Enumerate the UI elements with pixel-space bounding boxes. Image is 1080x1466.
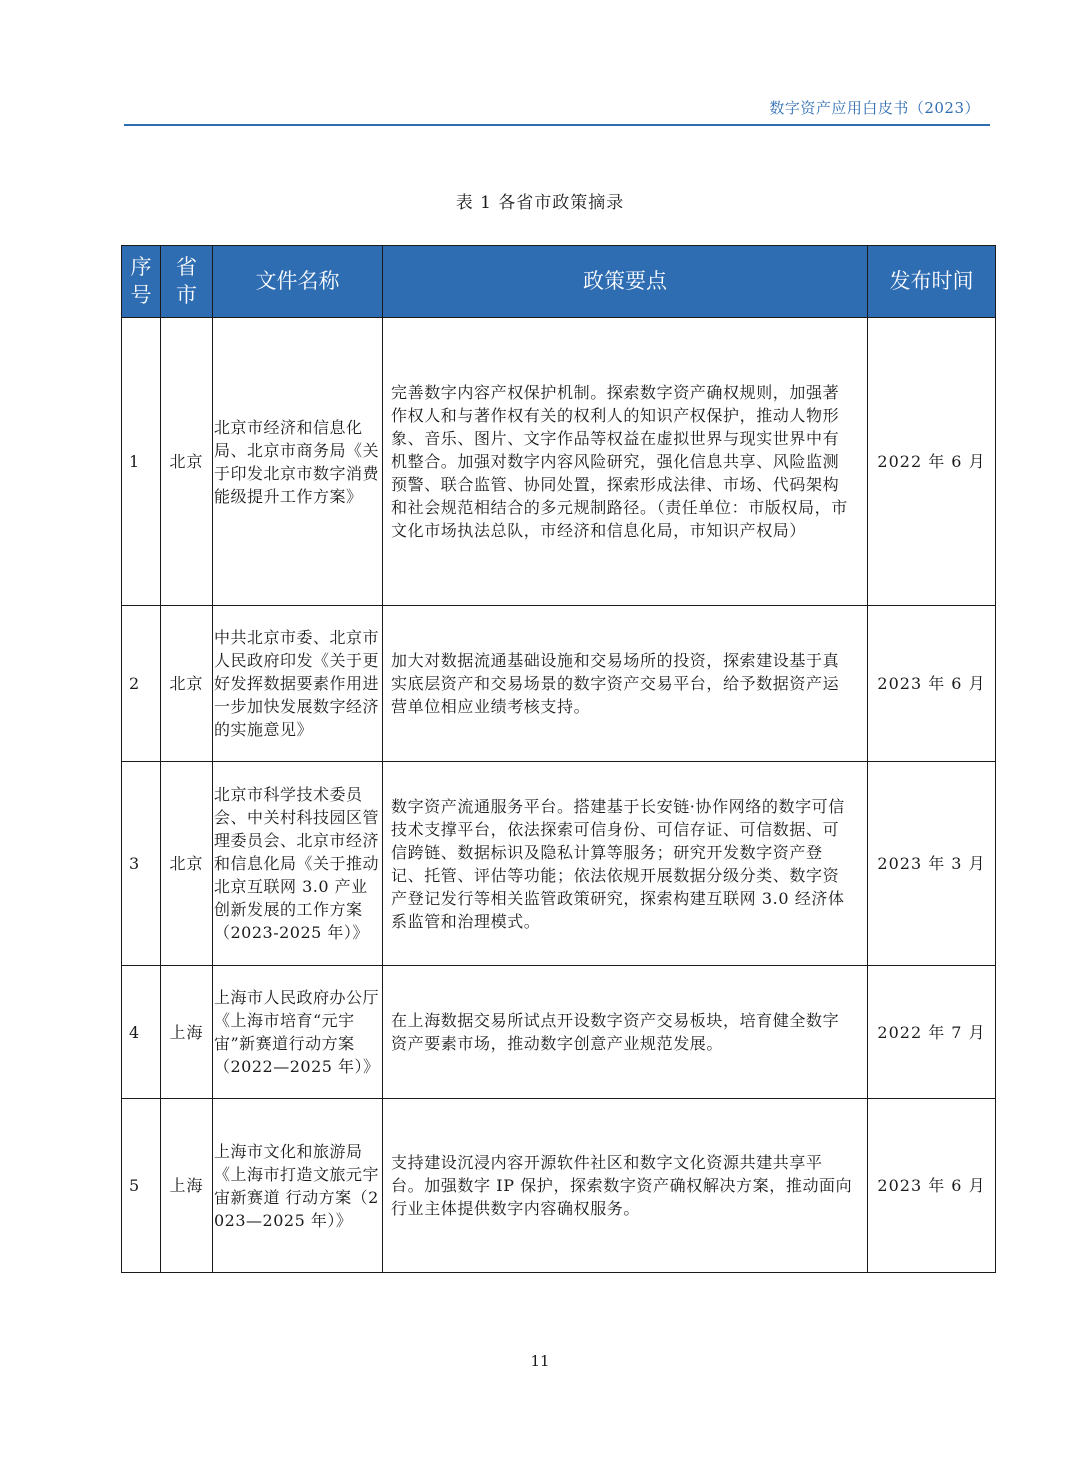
column-header-seq (122, 246, 161, 318)
cell-date: 2023 年 6 月 (868, 606, 996, 762)
column-header-key-points: 政策要点 (383, 246, 868, 318)
cell-province: 上海 (161, 966, 213, 1099)
table-row (122, 1099, 996, 1273)
table-header-row (122, 246, 996, 318)
cell-seq: 5 (122, 1099, 161, 1273)
cell-province: 北京 (161, 318, 213, 606)
cell-province: 北京 (161, 762, 213, 966)
column-header-doc-name: 文件名称 (213, 246, 383, 318)
cell-key-points: 完善数字内容产权保护机制。探索数字资产确权规则，加强著作权人和与著作权有关的权利人的知识产权保护，推动人物形象、音乐、图片、文字作品等权益在虚拟世界与现实世界中有机整合。加强对数字内容风险研究，强化信息共享、风险监测预警、联合监管、协同处置，探索形成法律、市场、代码架构和社会规范相结合的多元规制路径。（责任单位：市版权局，市文化市场执法总队，市经济和信息化局，市知识产权局） (383, 318, 868, 606)
table-caption: 表 1 各省市政策摘录 (455, 193, 625, 213)
cell-date: 2023 年 6 月 (868, 1099, 996, 1273)
cell-province: 北京 (161, 606, 213, 762)
cell-doc-name: 北京市经济和信息化局、北京市商务局《关于印发北京市数字消费能级提升工作方案》 (213, 318, 383, 606)
cell-key-points: 在上海数据交易所试点开设数字资产交易板块，培育健全数字资产要素市场，推动数字创意产业规范发展。 (383, 966, 868, 1099)
table-row (122, 966, 996, 1099)
table-row (122, 318, 996, 606)
cell-date: 2022 年 6 月 (868, 318, 996, 606)
policy-table (121, 245, 996, 1273)
cell-seq: 4 (122, 966, 161, 1099)
column-header-seq-label: 序号 (130, 255, 152, 307)
cell-seq: 3 (122, 762, 161, 966)
cell-key-points: 支持建设沉浸内容开源软件社区和数字文化资源共建共享平台。加强数字 IP 保护，探索数字资产确权解决方案，推动面向行业主体提供数字内容确权服务。 (383, 1099, 868, 1273)
cell-key-points: 数字资产流通服务平台。搭建基于长安链·协作网络的数字可信技术支撑平台，依法探索可信身份、可信存证、可信数据、可信跨链、数据标识及隐私计算等服务；研究开发数字资产登记、托管、评估等功能；依法依规开展数据分级分类、数字资产登记发行等相关监管政策研究，探索构建互联网 3.0 经济体系监管和治理模式。 (383, 762, 868, 966)
cell-date: 2022 年 7 月 (868, 966, 996, 1099)
table-row (122, 606, 996, 762)
running-header-title: 数字资产应用白皮书（2023） (769, 99, 980, 117)
cell-province: 上海 (161, 1099, 213, 1273)
column-header-province-label: 省市 (176, 255, 197, 307)
table-row (122, 762, 996, 966)
page-header (124, 94, 990, 126)
cell-date: 2023 年 3 月 (868, 762, 996, 966)
column-header-date: 发布时间 (868, 246, 996, 318)
cell-doc-name: 北京市科学技术委员会、中关村科技园区管理委员会、北京市经济和信息化局《关于推动北京互联网 3.0 产业创新发展的工作方案（2023-2025 年）》 (213, 762, 383, 966)
page-number: 11 (530, 1352, 550, 1370)
cell-key-points: 加大对数据流通基础设施和交易场所的投资，探索建设基于真实底层资产和交易场景的数字资产交易平台，给予数据资产运营单位相应业绩考核支持。 (383, 606, 868, 762)
cell-doc-name: 上海市文化和旅游局《上海市打造文旅元宇宙新赛道 行动方案（2023—2025 年）》 (213, 1099, 383, 1273)
cell-seq: 1 (122, 318, 161, 606)
cell-seq: 2 (122, 606, 161, 762)
column-header-province (161, 246, 213, 318)
cell-doc-name: 中共北京市委、北京市人民政府印发《关于更好发挥数据要素作用进一步加快发展数字经济的实施意见》 (213, 606, 383, 762)
cell-doc-name: 上海市人民政府办公厅《上海市培育“元宇宙”新赛道行动方案（2022—2025 年）》 (213, 966, 383, 1099)
